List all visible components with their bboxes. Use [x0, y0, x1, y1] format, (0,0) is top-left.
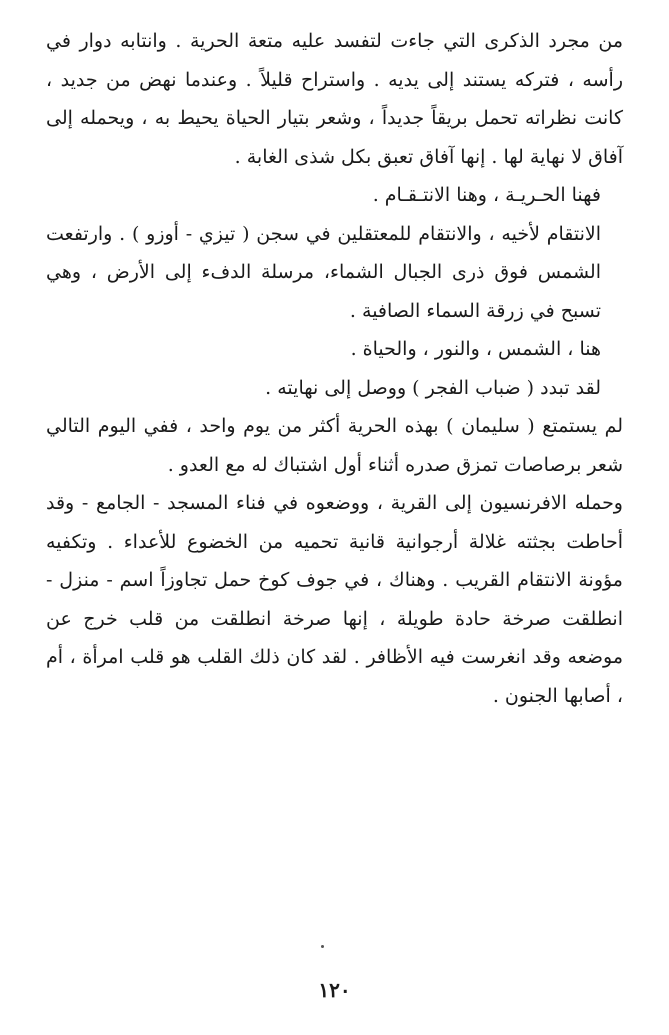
paragraph-4: هنا ، الشمس ، والنور ، والحياة .: [350, 338, 601, 360]
paragraph-2: فهنا الحـريـة ، وهنا الانتـقـام .: [372, 184, 601, 206]
paragraph-1: من مجرد الذكرى التي جاءت لتفسد عليه متعة الحرية . وانتابه دوار في رأسه ، فتركه يستند إلى يديه . واستراح قليلاً . وعندما نهض من جديد ، كانت نظراته تحمل بريقاً جديداً ، وشعر بتيار الحياة يحيط به ، ويحمله إلى آفاق لا نهاية لها . إنها آفاق تعبق بكل شذى الغابة .: [46, 30, 623, 168]
page-dot-mark: [321, 945, 324, 948]
paragraph-5: لقد تبدد ( ضباب الفجر ) ووصل إلى نهايته .: [265, 376, 601, 399]
paragraph-3: الانتقام لأخيه ، والانتقام للمعتقلين في سجن ( تيزي - أوزو ) . وارتفعت الشمس فوق ذرى الجبال الشماء، مرسلة الدفء إلى الأرض ، وهي تسبح في زرقة السماء الصافية .: [46, 222, 601, 322]
paragraph-6: لم يستمتع ( سليمان ) بهذه الحرية أكثر من يوم واحد ، ففي اليوم التالي شعر برصاصات تمزق صدره أثناء أول اشتباك له مع العدو .: [46, 415, 623, 476]
page-number: ١٢٠: [318, 978, 351, 1002]
body-text: [46, 22, 623, 715]
paragraph-7: وحمله الافرنسيون إلى القرية ، ووضعوه في فناء المسجد - الجامع - وقد أحاطت بجثته غلالة أرجوانية قانية تحميه من الخضوع للأعداء . وتكفيه مؤونة الانتقام القريب . وهناك ، في جوف كوخ حمل تجاوزاً اسم - منزل - انطلقت صرخة حادة طويلة ، إنها صرخة انطلقت من قلب خرج عن موضعه وقد انغرست فيه الأظافر . لقد كان ذلك القلب هو قلب امرأة ، أم ، أصابها الجنون .: [46, 492, 623, 707]
